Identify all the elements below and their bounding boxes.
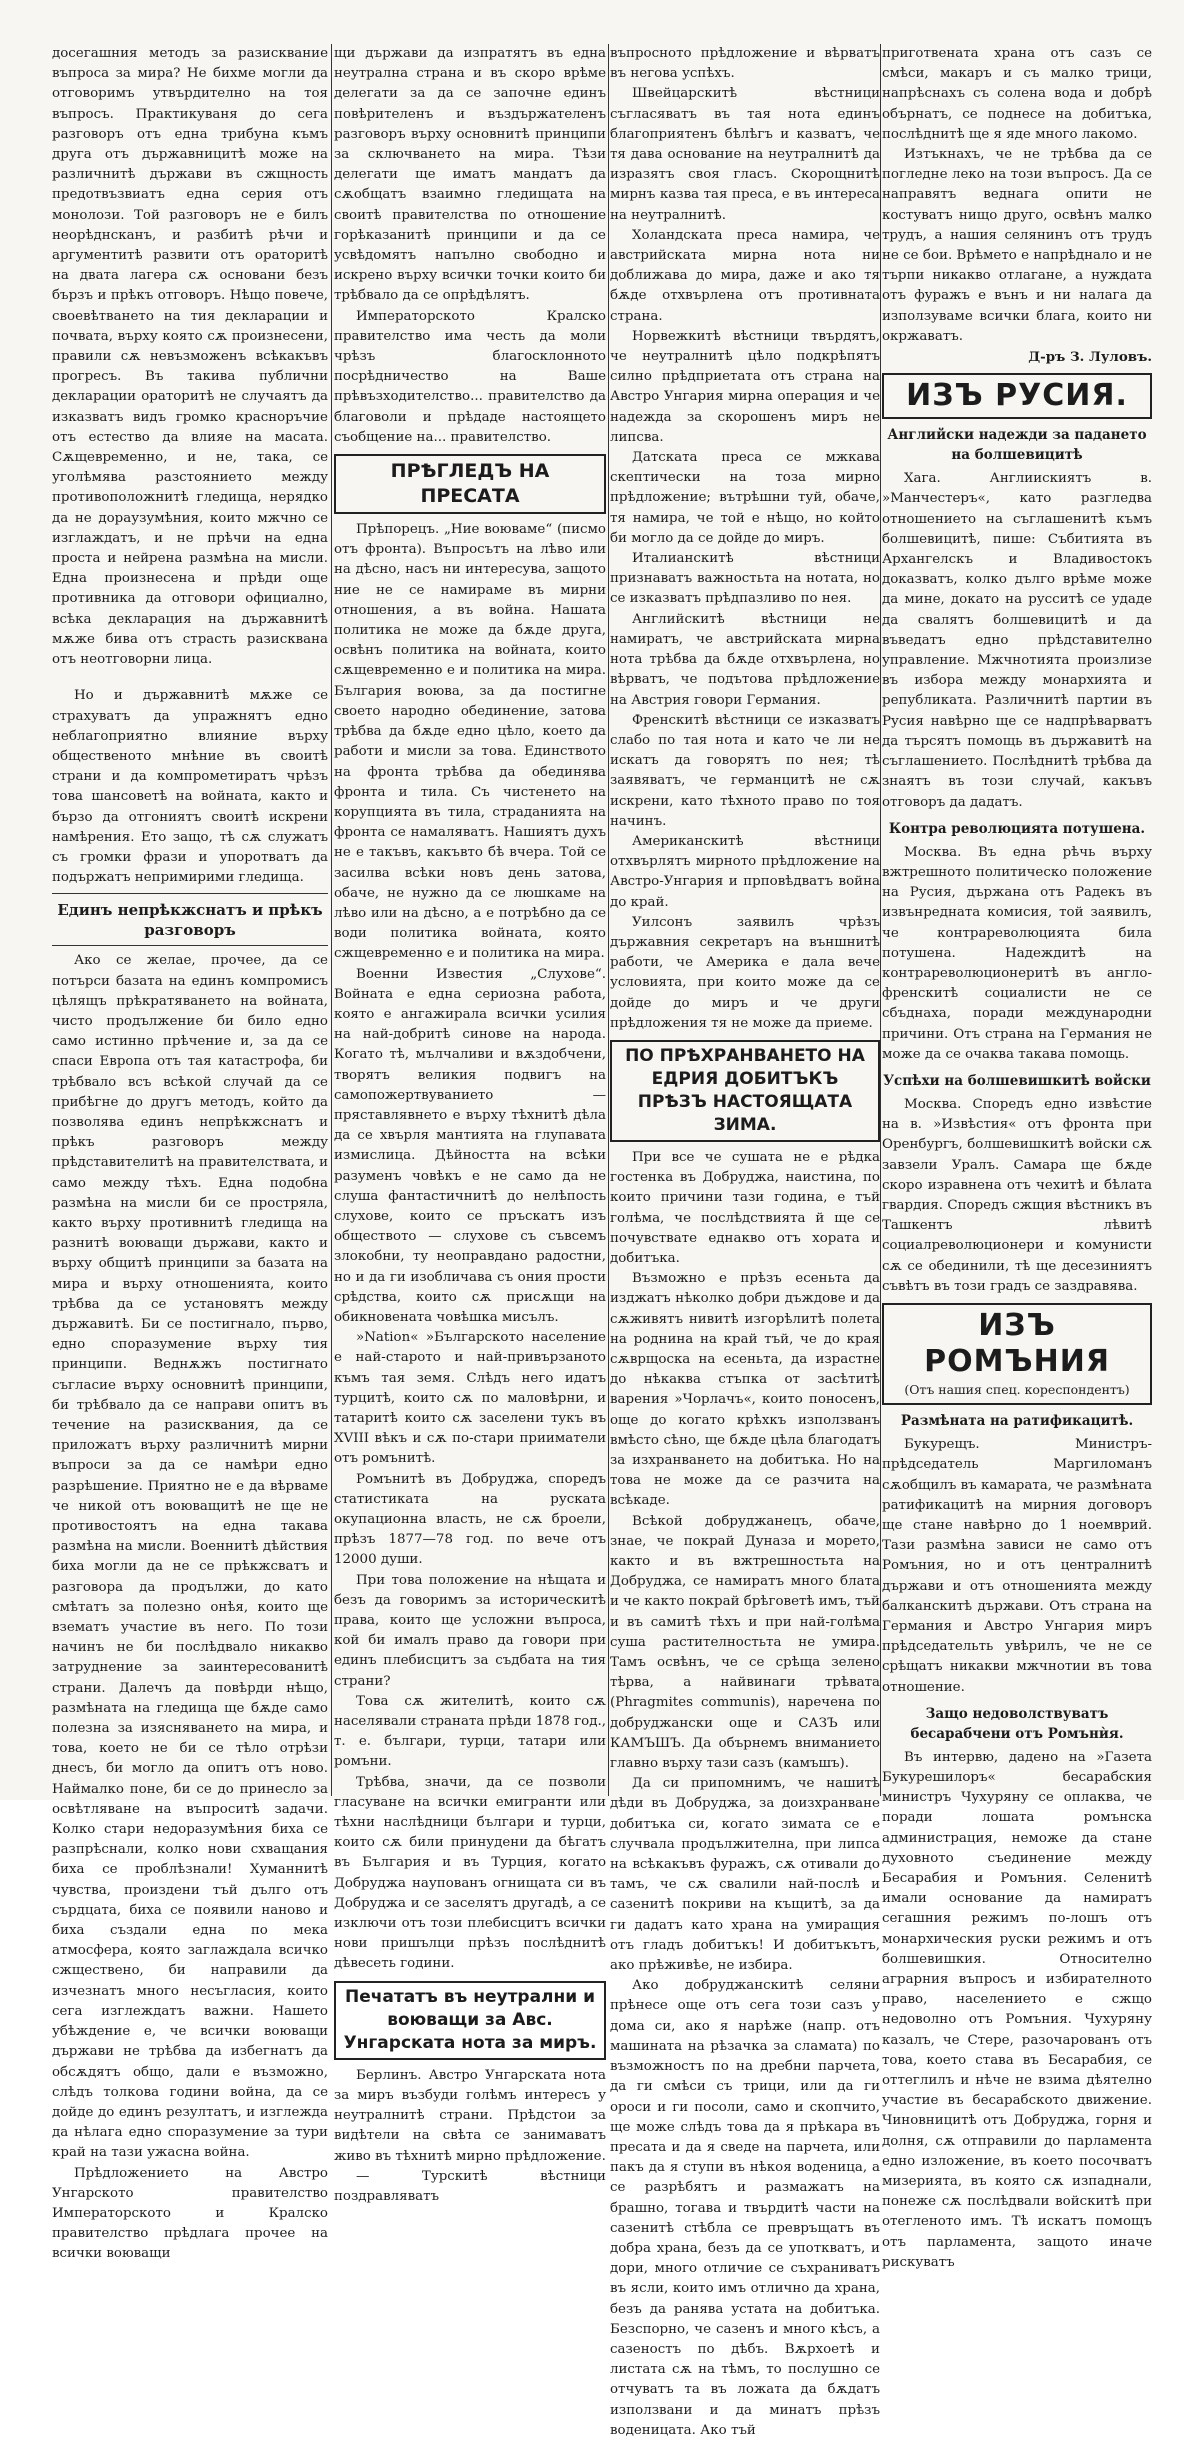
paragraph: щи държави да изпратятъ въ една неутрална страна и въ скоро врѣме делегати за да се започне единъ повѣрителенъ и въздържателенъ разговоръ върху основнитѣ принципи за сключването на мира. Тѣзи делегати ще иматъ мандатъ да сѫобщатъ взаимно гледищата на своитѣ правителства по отношение горѣказанитѣ принципи и да се усвѣдомятъ напълно свободно и искрено върху всички точки които би трѣбвало да се опрѣдѣлятъ.	[334, 46, 606, 304]
paragraph: Прѣдложението на Австро Унгарското правителство Императорското и Кралско правителство прѣдлага прочее на всички воюващи	[52, 2165, 328, 2262]
section-header-box	[882, 1303, 1152, 1405]
column-4	[882, 44, 1152, 2270]
paragraph: въпросното прѣдложение и вѣрватъ въ негова успѣхъ.	[610, 46, 880, 82]
column-3	[610, 44, 880, 2438]
divider	[52, 893, 328, 894]
paragraph: Москва. Въ една рѣчь върху вжтрешното политическо положение на Русия, държана отъ Радекъ въ извънредната комисия, той заявилъ, че контрареволюцията била потушена. Надеждитѣ на контрареволюционеритѣ въ англо-френскитѣ социалисти не се сбъднаха, поради международни причини. Отъ страна на Германия не може да се очаква такава помощь.	[882, 844, 1152, 1062]
paragraph: Трѣбва, значи, да се позволи гласуване на всички емигранти или тѣхни наслѣдници българи и турци, които сѫ били принудени да бѣгатъ въ България и въ Турция, когато Добруджа наупованъ огнищата си въ Добруджа и се заселятъ другадѣ, а се изключи отъ този плебисцитъ всички нови пришълци прѣзъ послѣднитѣ дѣвесеть години.	[334, 1774, 606, 1972]
paragraph: Норвежкитѣ вѣстници твърдятъ, че неутралнитѣ цѣло подкрѣпятъ силно прѣдприетата отъ страна на Австро Унгария мирна операция и че надежда за скорошенъ миръ не липсва.	[610, 328, 880, 445]
article-header-box	[610, 1040, 880, 1142]
paragraph: Холандската преса намира, че австрийската мирна нота ни доближава до мира, даже и ако тя бѫде отхвърлена отъ противната страна.	[610, 227, 880, 324]
section-title: ИЗЪ РОМЪНИЯ	[924, 1307, 1110, 1379]
paragraph: Военни Известия „Слухове“. Войната е една сериозна работа, която е ангажирала всички усилия на най-добритѣ синове на народа. Когато тѣ, мълчаливи и вѫздобчени, творятъ великия подвигъ на самопожертвуванието — пряставлявнето е върху тѣхнитѣ дѣла да се хвърля мантията на глупавата измислица. Дѣйността на всѣки разуменъ човѣкъ е не само да не слуша фантастичнитѣ до нелѣпость слухове, които се пръскатъ изъ обществото — слухове съ съвсемъ злокобни, ту неоправдано радостни, но и да ги изобличава съ ония прости срѣдства, които сѫ присѫщи на обикновената човѣшка мисълъ.	[334, 966, 606, 1325]
paragraph: Москва. Споредъ едно извѣстие на в. »Извѣстия« отъ фронта при Оренбургъ, болшевишкитѣ войски сѫ завзели Уралъ. Самара ще бѫде скоро изравнена отъ чехитѣ и бѣлата гвардия. Споредъ сжщия вѣстникъ въ Ташкентъ лѣвитѣ социалреволюционери и комунисти сѫ се обединили, тѣ ще десезиниятъ съвѣтъ въ този градъ се заздравява.	[882, 1096, 1152, 1294]
article-title: Печататъ въ неутрални и воюващи за Авс. Унгарската нота за миръ.	[343, 1986, 597, 2053]
column-1	[52, 44, 328, 2262]
column-rule	[880, 44, 881, 1796]
paragraph: досегашния методъ за разисквание въпроса за мира? Не бихме могли да отговоримъ утвърдително на тоя въпросъ. Практикуваня до сега разговоръ отъ една трибуна къмъ друга отъ държавницитѣ може на различнитѣ държави въ сжщность предотвъзвиатъ една серия отъ монолози. Той разговоръ не е билъ неорѣднсканъ, и разбитѣ рѣчи и аргументитѣ развити отъ ораторитѣ на двата лагера сѫ основани безъ бързъ и прѣкъ отговоръ. Нѣщо повече, своевѣтването на тия декларации и почвата, върху която сѫ произнесени, правили сѫ невъзможенъ всѣкакъвъ прогресъ. Въ такива публични декларации ораторитѣ не случаятъ да изказватъ видъ громко красноръчие отъ естество да влияе на масата. Сѫщевременно, и не, така, се уголѣмява разстоянието между противоположнитѣ гледища, нерядко да не дораузумѣния, които мжчно се изглаждатъ, и не прѣчи на една проста и нейрена размѣна на мисли. Една произнесена и прѣди още противника да отговори официално, всѣка декларация на държавнитѣ мѫже бива отъ страсть разисквана отъ неотговорни лица.	[52, 46, 328, 668]
press-review-title: ПРѢГЛЕДЪ НА ПРЕСАТА	[390, 460, 550, 508]
paragraph: Берлинъ. Австро Унгарската нота за миръ възбуди голѣмъ интересъ у неутралнитѣ страни. Прѣдстои за видѣтели на свѣта се занимаватъ живо въ тѣхнитѣ мирно прѣдложение.	[334, 2067, 606, 2164]
paragraph: Изтъкнахъ, че не трѣбва да се погледне леко на този въпросъ. Да се направятъ веднага опити не костуватъ нищо друго, освѣнъ малко трудъ, а нашия селянинъ отъ трудъ не се бои. Врѣмето е напрѣднало и не търпи никакво отлагане, а нуждата отъ фуражъ е вънъ и ни налага да използуваме всички блага, които ни окржаватъ.	[882, 147, 1152, 344]
paragraph: При все че сушата не е рѣдка гостенка въ Добруджа, наистина, по които причини тази година, е тъй голѣма, че послѣдствията й ще се почувствате еднакво отъ хората и добитъка.	[610, 1149, 880, 1266]
article-header-box	[334, 1981, 606, 2060]
subheading: Размѣната на ратификацитѣ.	[900, 1413, 1134, 1430]
paragraph: При това положение на нѣщата и безъ да говоримъ за историческитѣ права, които ще усложни въпроса, кой би ималъ право да говори при единъ плебисцитъ за съдбата на тия страни?	[334, 1572, 606, 1689]
paragraph: Италианскитѣ вѣстници признаватъ важностьта на нотата, но се изказватъ прѣдпазливо по нея.	[610, 551, 880, 607]
section-title: ИЗЪ РУСИЯ.	[906, 378, 1128, 414]
press-review-header	[334, 454, 606, 514]
column-2	[334, 44, 606, 2204]
column-rule	[331, 44, 332, 1796]
column-rule	[608, 44, 609, 1796]
paragraph: Френскитѣ вѣстници се изказватъ слабо по тая нота и като че ли не искатъ да говорятъ по нея; тѣ заявяватъ, че германцитѣ не сѫ искрени, като тѣхното право по тоя начинъ.	[610, 712, 880, 829]
paragraph: Букурещъ. Министръ-прѣдседатель Маргиломанъ сѫобщилъ въ камарата, че размѣната ратификацитѣ на мирния договоръ ще стане навѣрно до 1 ноемврий. Тази размѣна зависи не само отъ Ромъния, но и отъ централнитѣ държави и отъ отношенията между балканскитѣ държави. Отъ страна на Германия и Австро Унгария миръ прѣдседательть увѣрилъ, че не се срѣщатъ никакви мжчнотии въ това отношение.	[882, 1437, 1152, 1695]
paragraph: »Nation« »Българското население е най-старото и най-привързаното къмъ тая земя. Слѣдъ него идатъ турцитѣ, които сѫ по маловѣрни, и татаритѣ които сѫ заселени тукъ въ XVIII вѣкъ и сѫ по-стари прииматели отъ ромънитѣ.	[334, 1330, 606, 1467]
paragraph: Възможно е прѣзъ есеньта да изджатъ нѣколко добри дъждове и да сѫживятъ нивитѣ изгорѣлитѣ полета на роднина на край тъй, че до края сѫврщоска на есеньта, да израстне до нѣкаква стъпка от засѣтитѣ варения »Чорлачъ«, които поносенъ, още до когато крѣхкъ използванъ вмѣсто сѣно, ще бѫде цѣла благодатъ за изхранването на добитъка. Но на това не може да се разчита на всѣкаде.	[610, 1271, 880, 1509]
paragraph: Ако се желае, прочее, да се потърси базата на единъ компромисъ цѣлящъ прѣкратяването на войната, чисто продължение би било едно само истинно прѣчение и, за да се спаси Европа отъ тая катастрофа, би трѣбвало всъ всѣкой случай да се прибѣгне до другъ методъ, който да позволява единъ непрѣкжснатъ и прѣкъ разговоръ между прѣдставителитѣ на правителствата, и само между тѣхъ. Една подобна размѣна на мисли би се простряла, както върху противнитѣ гледища на разнитѣ воюващи държави, както и върху общитѣ принципи за базата на мира и върху отношенията, които трѣбва да се установятъ между държавитѣ. Би се постигнало, първо, едно споразумение върху тия принципи. Веднѫжъ постигнато съгласие върху основнитѣ принципи, би трѣбвало да се направи опитъ въ течение на разисквания, да се приложатъ върху различнитѣ мирни въпроси за да се намѣри едно разрѣшение. Приятно не е да вѣрваме че никой отъ воюващитѣ не ще не противостоятъ на една такава размѣна на мисли. Военнитѣ дѣйствия биха могли да не се прѣкжсватъ и разговора да продължи, до като смѣтатъ за полезно онѣя, които ще взематъ участие въ него. По този начинъ не би послѣдвало никакво затруднение за заинтересованитѣ страни. Далечъ да повѣрди нѣщо, размѣната на гледища ще бѫде само полезна за изясняването на мира, и това, което не би се тѣло отрѣзи днесъ, би могло да опитъ отъ ново. Наймалко поне, би се до принесло за освѣтляване на въпроситѣ задачи. Колко стари недоразумѣния биха се разпрѣснали, колко нови схващания биха се проблѣзнали! Хуманнитѣ чувства, произдени тъй дълго отъ сърдцата, биха се появили наново и биха създали една по мека атмосфера, която заглаждала всичко сжществено, би направили да изчезнатъ много несъгласия, които сега изглеждатъ важни. Нашето убѣждение е, че всички воюващи държави не трѣбва да избегнатъ да обсѫдятъ общо, дали е възможно, слѣдъ толкова години война, да се дойде до единъ резултатъ, и изглежда да нѣлага едно споразумение за тури край на тази ужасна война.	[52, 953, 328, 2161]
paragraph: Ромънитѣ въ Добруджа, споредъ статистиката на руската окупационна власть, не сѫ броели, прѣзъ 1877—78 год. по вече отъ 12000 души.	[334, 1471, 606, 1568]
subheading: Успѣхи на болшевишкитѣ войски	[883, 1072, 1151, 1089]
paragraph: Всѣкой добруджанецъ, обаче, знае, че покрай Дуназа и морето, както и въ вжтрешностьта на Добруджа, се намиратъ много блата и че както покрай брѣговетѣ имъ, тъй и въ самитѣ тѣхъ и при най-голѣма суша растителностьта не умира. Тамъ освѣнъ, че се срѣща зелено тѣрва, а найвинаги трѣвата (Phragmites communis), наречена по добруджански още и САЗЪ или КАМЪШЪ. Да обърнемъ вниманието главно върху тази сазъ (камъшъ).	[610, 1513, 880, 1772]
subheading: Английски надежди за падането на болшевицитѣ	[887, 427, 1147, 464]
paragraph: приготвената храна отъ сазъ се смѣси, макаръ и съ малко трици, напрѣснахъ съ солена вода и добрѣ обърнатъ, се поднесе на добитъка, послѣднитѣ ще я яде много лакомо.	[882, 46, 1152, 142]
paragraph: Уилсонъ заявилъ чрѣзъ държавния секретаръ на външнитѣ работи, че Америка е дала вече условията, при които може да се дойде до миръ и че други прѣдложения тя не може да приеме.	[610, 914, 880, 1031]
paragraph: Въ интервю, дадено на »Газета Букурешилоръ« бесарабския министръ Чухуряну се оплаква, че поради лошата ромънска администрация, неможе да стане духовното съединение между Бесарабия и Ромъния. Селенитѣ имали основание да намиратъ сегашния режимъ по-лошъ отъ монархическия руски режимъ и отъ болшевишкия. Относително аграрния въпросъ и избирателното право, населението е сжщо недоволно отъ Ромъния. Чухуряну казалъ, че Стере, разочарованъ отъ това, което става въ Бесарабия, се оттеглилъ и нѣче не взима дѣятелно участие въ бесарабското движение. Чиновницитѣ отъ Добруджа, горня и долня, сѫ отправили до парламента едно изложение, въ което посочватъ мизерията, въ която сѫ изпаднали, понеже сѫ послѣдвали войскитѣ при отегленото имъ. Тѣ искатъ помощъ отъ парламента, защото иначе рискуватъ	[882, 1749, 1152, 2270]
paragraph: Английскитѣ вѣстници не намиратъ, че австрийската мирна нота трѣбва да бѫде отхвърлена, но вѣрватъ, че подътова прѣдложение на Австрия говори Германия.	[610, 611, 880, 708]
subheading: Защо недоволствуватъ бесарабчени отъ Ромънѝя.	[910, 1705, 1124, 1742]
section-subtitle: (Отъ нашия спец. кореспондентъ)	[904, 1381, 1130, 1397]
paragraph: — Турскитѣ вѣстници поздравляватъ	[334, 2168, 606, 2204]
paragraph: Датската преса се мжкава скептически на тоза мирно прѣдложение; вътрѣшни туй, обаче, тя намира, че той е нѣщо, но който би могло да се дойде до миръ.	[610, 450, 880, 546]
paragraph: Но и държавнитѣ мѫже се страхуватъ да упражнятъ едно неблагоприятно влияние върху общественото мнѣние въ своитѣ страни и да компрометиратъ чрѣзъ това шансоветѣ на войната, както и бързо да отгониятъ своитѣ искрени намѣрения. Ето защо, тѣ сѫ служатъ съ громки фрази и упоротватъ да подържатъ непримирими гледища.	[52, 688, 328, 886]
signature: Д-ръ З. Луловъ.	[1028, 349, 1152, 366]
article-title: ПО ПРѢХРАНВАНЕТО НА ЕДРИЯ ДОБИТЪКЪ ПРѢЗЪ НАСТОЯЩАТА ЗИМА.	[625, 1045, 865, 1135]
paragraph: Това сѫ жителитѣ, които сѫ населявали страната прѣди 1878 год., т. е. българи, турци, татари или ромъни.	[334, 1693, 606, 1770]
section-header-box	[882, 373, 1152, 419]
paragraph: Прѣпорецъ. „Ние воюваме“ (писмо отъ фронта). Въпросътъ на лѣво или на дѣсно, насъ ни интересува, защото ние не се намираме въ мирни отношения, а въ война. Нашата политика не може да бѫде друга, освѣнъ политика на войната, които сѫщевременно е и политика на мира. България воюва, за да постигне своето народно обединение, затова трѣбва да бѫде едно цѣло, което да работи и мисли за това. Единството на фронта трѣбва да обединява фронта и тила. Съ чистенето на корупцията въ тила, страданията на фронта се намаляватъ. Нашиятъ духъ не е такъвъ, какъвто бѣ вчера. Той се засилва всѣки новъ день затова, обаче, не нужно да се люшкаме на лѣво или на дѣсно, а е потрѣбно да се води политика войната, която сжщевременно е и политика на мира.	[334, 522, 606, 962]
section-heading: Единъ непрѣкжснатъ и прѣкъ разговоръ	[57, 901, 323, 940]
paragraph: Швейцарскитѣ вѣстници съгласяватъ въ тая нота единъ благоприятенъ бѣлѣгъ и казватъ, че тя дава основание на неутралнитѣ да изразятъ своя гласъ. Скорощнитѣ мирнъ казва тая преса, е въ интереса на неутралнитѣ.	[610, 86, 880, 223]
paragraph: Хага. Англиискиятъ в. »Манчестеръ«, като разгледва отношението на съглашенитѣ къмъ болшевицитѣ, пише: Събитията въ Архангелскъ и Владивостокъ доказватъ, колко дълго врѣме може да мине, докато на русситѣ се удаде да свалятъ болшевицитѣ и да въведатъ едно прѣдставително управление. Мжчнотията произлизе въ избора между монархията и републиката. Различнитѣ партии въ Русия навѣрно ще се надпрѣварватъ да търсятъ помощь въ държавитѣ на съглашението. Послѣднитѣ трѣбва да знаятъ въ този случай, какъвъ отговоръ да дадатъ.	[882, 471, 1152, 810]
subheading: Контра революцията потушена.	[888, 820, 1146, 837]
paragraph: Да си припомнимъ, че нашитѣ дѣди въ Добруджа, за доизхранване добитъка си, когато зимата се е случвала продължителна, при липса на всѣкакъвъ фуражъ, сѫ отивали до тамъ, че сѫ свалили най-послѣ и сазенитѣ покриви на къщитѣ, за да ги дадатъ като храна на умиращия отъ гладъ добитъкъ! И добитъкътъ, ако прѣживѣе, не избира.	[610, 1776, 880, 1974]
paragraph: Американскитѣ вѣстници отхвърлятъ мирното прѣдложение на Австро-Унгария и прповѣдватъ война до край.	[610, 833, 880, 910]
paragraph: Ако добруджанскитѣ селяни прѣнесе още отъ сега този сазъ у дома си, ако я нарѣже (напр. отъ машината на рѣзачка за сламата) по възможностъ по на дребни парчета, да ги смѣси съ трици, или да ги ороси и ги посоли, само и скопчито, ще може слѣдъ това да я прѣкара въ пресата и да я сведе на парчета, или пакъ да я ступи въ нѣкоя воденица, а се разрѣбятъ и размажатъ на брашно, тогава и твърдитѣ части на сазенитѣ стѣбла се превръщатъ въ добра храна, безъ да се употкватъ, и дори, много отличие се съхраниватъ въ ясли, които имъ отлично да храна, безъ да ранява устата на добитъка. Безспорно, че сазенъ и много кѣсъ, а сазеностъ по дѣбъ. Вѫрхоетѣ и листата сѫ на тѣмъ, то послушно се отчуватъ та въ ложата да бѫдатъ използвани и да минатъ прѣзъ воденицата. Ако тъй	[610, 1978, 880, 2438]
paragraph: Императорското Кралско правителство има честь да моли чрѣзъ благосклонното посрѣдничество на Ваше прѣвъзходителство... правителство да благоволи и прѣдаде настоящето съобщение на... правителство.	[334, 308, 606, 445]
divider	[52, 945, 328, 946]
